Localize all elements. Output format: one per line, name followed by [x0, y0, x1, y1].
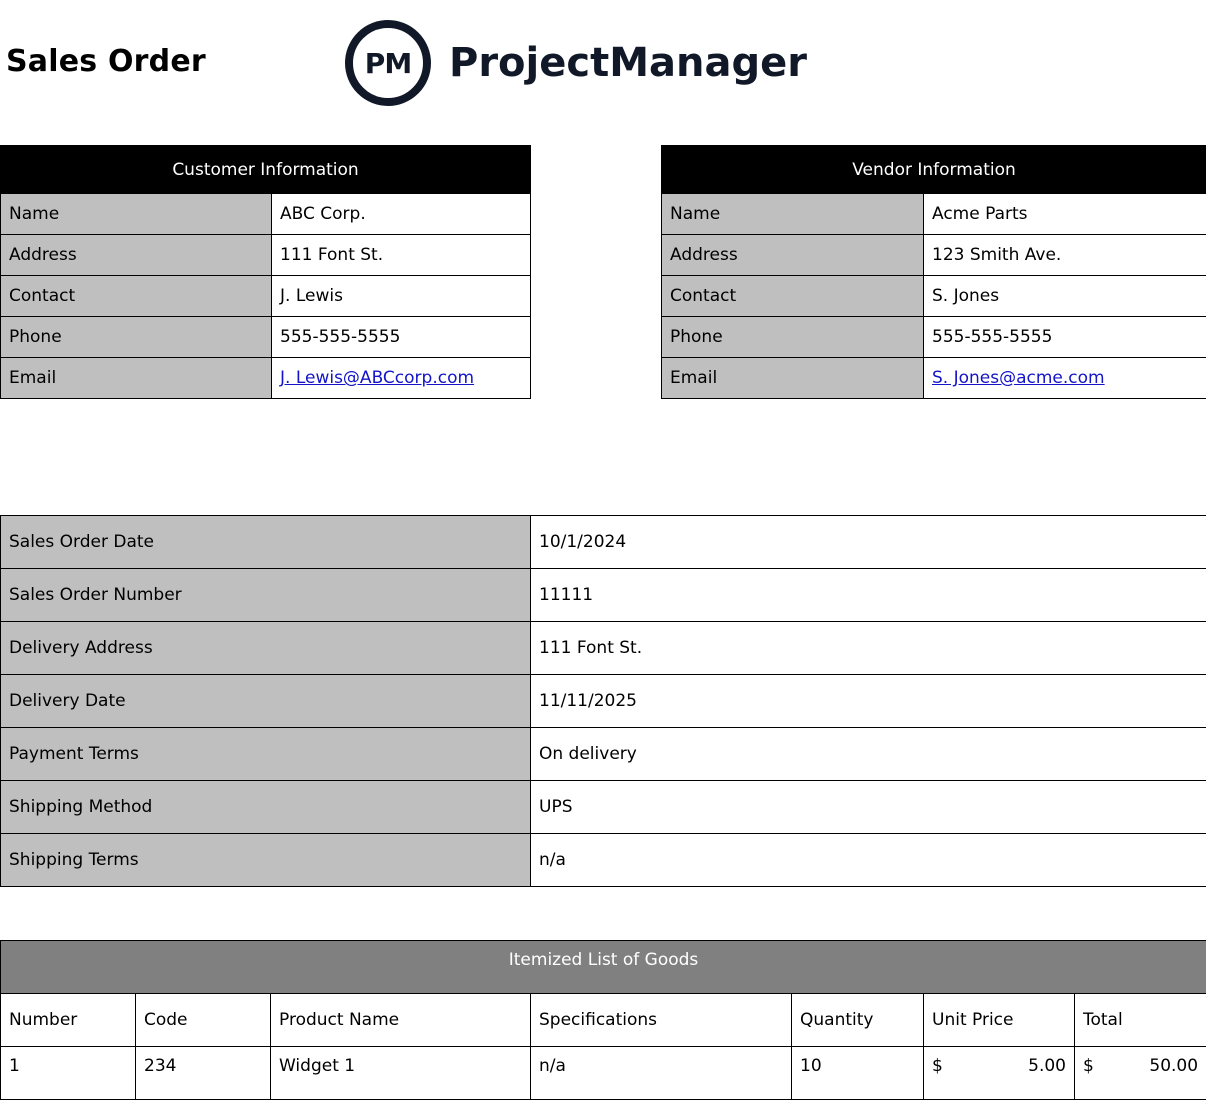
table-row [662, 194, 1206, 235]
customer-contact-label: Contact [1, 276, 272, 317]
column-header-code: Code [136, 994, 271, 1047]
vendor-email-value[interactable] [924, 358, 1206, 399]
item-quantity[interactable]: 10 [792, 1047, 924, 1100]
total-currency-symbol: $ [1083, 1056, 1094, 1076]
order-details-table [0, 515, 1206, 887]
customer-address-value[interactable]: 111 Font St. [272, 235, 531, 276]
brand-lockup [345, 20, 807, 106]
table-row [1, 1047, 1206, 1100]
shipping-method-value[interactable]: UPS [531, 781, 1206, 834]
table-header-row [1, 994, 1206, 1047]
table-row [662, 235, 1206, 276]
sales-order-date-label: Sales Order Date [1, 516, 531, 569]
item-code[interactable]: 234 [136, 1047, 271, 1100]
delivery-date-label: Delivery Date [1, 675, 531, 728]
table-row [1, 358, 531, 399]
total-amount: 50.00 [1149, 1056, 1199, 1076]
column-header-unit-price: Unit Price [924, 994, 1075, 1047]
customer-information-table [0, 145, 531, 399]
shipping-terms-label: Shipping Terms [1, 834, 531, 887]
item-unit-price[interactable] [924, 1047, 1075, 1100]
table-row [1, 569, 1206, 622]
customer-email-value[interactable] [272, 358, 531, 399]
vendor-address-value[interactable]: 123 Smith Ave. [924, 235, 1206, 276]
column-header-number: Number [1, 994, 136, 1047]
customer-email-label: Email [1, 358, 272, 399]
vendor-name-label: Name [662, 194, 924, 235]
column-header-total: Total [1075, 994, 1206, 1047]
item-number[interactable]: 1 [1, 1047, 136, 1100]
page-title: Sales Order [6, 44, 206, 79]
document-header [0, 0, 1206, 120]
vendor-information-heading: Vendor Information [662, 146, 1206, 194]
payment-terms-label: Payment Terms [1, 728, 531, 781]
vendor-phone-label: Phone [662, 317, 924, 358]
shipping-terms-value[interactable]: n/a [531, 834, 1206, 887]
table-row [1, 194, 531, 235]
table-row [1, 235, 531, 276]
table-row [662, 358, 1206, 399]
table-row [1, 276, 531, 317]
vendor-email-label: Email [662, 358, 924, 399]
customer-address-label: Address [1, 235, 272, 276]
table-row [1, 317, 531, 358]
unit-price-currency-symbol: $ [932, 1056, 943, 1076]
table-row [1, 728, 1206, 781]
table-row [1, 834, 1206, 887]
table-row [1, 675, 1206, 728]
vendor-email-link[interactable]: S. Jones@acme.com [932, 368, 1105, 388]
column-header-quantity: Quantity [792, 994, 924, 1047]
table-row [1, 516, 1206, 569]
customer-information-heading: Customer Information [1, 146, 531, 194]
vendor-contact-label: Contact [662, 276, 924, 317]
vendor-address-label: Address [662, 235, 924, 276]
customer-name-value[interactable]: ABC Corp. [272, 194, 531, 235]
customer-phone-value[interactable]: 555-555-5555 [272, 317, 531, 358]
delivery-address-label: Delivery Address [1, 622, 531, 675]
customer-phone-label: Phone [1, 317, 272, 358]
vendor-information-table [661, 145, 1206, 399]
delivery-date-value[interactable]: 11/11/2025 [531, 675, 1206, 728]
item-total[interactable] [1075, 1047, 1206, 1100]
customer-contact-value[interactable]: J. Lewis [272, 276, 531, 317]
customer-name-label: Name [1, 194, 272, 235]
unit-price-amount: 5.00 [1028, 1056, 1066, 1076]
item-product-name[interactable]: Widget 1 [271, 1047, 531, 1100]
item-specifications[interactable]: n/a [531, 1047, 792, 1100]
table-row [662, 146, 1206, 194]
payment-terms-value[interactable]: On delivery [531, 728, 1206, 781]
table-row [662, 317, 1206, 358]
itemized-list-heading: Itemized List of Goods [1, 941, 1206, 994]
vendor-contact-value[interactable]: S. Jones [924, 276, 1206, 317]
delivery-address-value[interactable]: 111 Font St. [531, 622, 1206, 675]
column-header-product-name: Product Name [271, 994, 531, 1047]
table-row [1, 146, 531, 194]
sales-order-number-label: Sales Order Number [1, 569, 531, 622]
table-row [1, 781, 1206, 834]
vendor-phone-value[interactable]: 555-555-5555 [924, 317, 1206, 358]
customer-email-link[interactable]: J. Lewis@ABCcorp.com [280, 368, 475, 388]
sales-order-date-value[interactable]: 10/1/2024 [531, 516, 1206, 569]
table-row [662, 276, 1206, 317]
projectmanager-logo-icon: PM [345, 20, 431, 106]
table-row [1, 622, 1206, 675]
shipping-method-label: Shipping Method [1, 781, 531, 834]
brand-name: ProjectManager [449, 40, 807, 86]
sales-order-number-value[interactable]: 11111 [531, 569, 1206, 622]
itemized-list-table [0, 940, 1206, 1100]
vendor-name-value[interactable]: Acme Parts [924, 194, 1206, 235]
column-header-specifications: Specifications [531, 994, 792, 1047]
table-row [1, 941, 1206, 994]
